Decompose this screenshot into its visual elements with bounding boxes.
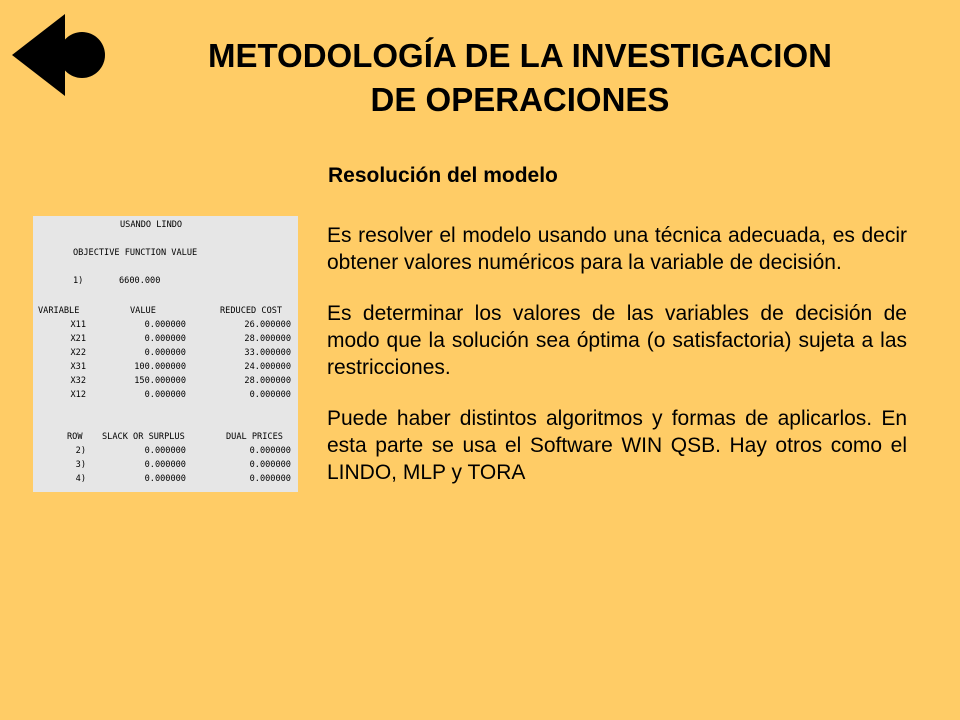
constraint-row: 4)	[75, 474, 86, 484]
content-paragraphs	[327, 222, 907, 510]
variable-name: X32	[70, 376, 86, 386]
constraint-slack: 0.000000	[144, 474, 186, 484]
page-title	[120, 34, 920, 122]
var-header-value: VALUE	[130, 306, 156, 316]
arrow-triangle	[12, 14, 65, 96]
variable-reduced-cost: 28.000000	[244, 376, 291, 386]
variable-name: X12	[70, 390, 86, 400]
constraint-dual-price: 0.000000	[249, 460, 291, 470]
section-subtitle: Resolución del modelo	[328, 164, 558, 187]
constraint-dual-price: 0.000000	[249, 446, 291, 456]
paragraph-1: Es resolver el modelo usando una técnica adecuada, es decir obtener valores numéricos para la variable de decisión.	[327, 224, 907, 274]
variable-value: 0.000000	[144, 348, 186, 358]
objective-value: 6600.000	[119, 276, 161, 286]
variable-value: 0.000000	[144, 334, 186, 344]
variable-name: X11	[70, 320, 86, 330]
constraint-slack: 0.000000	[144, 460, 186, 470]
title-line-2: DE OPERACIONES	[370, 81, 670, 118]
var-header-variable: VARIABLE	[38, 306, 80, 316]
var-header-reduced-cost: REDUCED COST	[220, 306, 283, 316]
variable-reduced-cost: 28.000000	[244, 334, 291, 344]
variable-reduced-cost: 0.000000	[249, 390, 291, 400]
variable-reduced-cost: 26.000000	[244, 320, 291, 330]
row-header-row: ROW	[67, 432, 83, 442]
constraint-slack: 0.000000	[144, 446, 186, 456]
variable-value: 0.000000	[144, 390, 186, 400]
variable-reduced-cost: 24.000000	[244, 362, 291, 372]
constraint-dual-price: 0.000000	[249, 474, 291, 484]
row-header-slack: SLACK OR SURPLUS	[102, 432, 185, 442]
row-header-dual: DUAL PRICES	[226, 432, 283, 442]
variable-value: 150.000000	[134, 376, 186, 386]
variable-reduced-cost: 33.000000	[244, 348, 291, 358]
constraint-row: 3)	[75, 460, 86, 470]
objective-label: OBJECTIVE FUNCTION VALUE	[73, 248, 198, 258]
logo-circle	[59, 32, 105, 78]
title-line-1: METODOLOGÍA DE LA INVESTIGACION	[208, 37, 832, 74]
objective-row: 1)	[73, 276, 84, 286]
lindo-output-panel	[33, 216, 298, 492]
variable-name: X21	[70, 334, 86, 344]
paragraph-2: Es determinar los valores de las variables de decisión de modo que la solución sea óptima (o satisfactoria) sujeta a las restricciones.	[327, 302, 907, 379]
lindo-heading: USANDO LINDO	[120, 220, 183, 230]
variable-value: 0.000000	[144, 320, 186, 330]
variable-name: X22	[70, 348, 86, 358]
constraint-row: 2)	[75, 446, 86, 456]
variable-name: X31	[70, 362, 86, 372]
variable-value: 100.000000	[134, 362, 186, 372]
paragraph-3: Puede haber distintos algoritmos y formas de aplicarlos. En esta parte se usa el Software WIN QSB. Hay otros como el LINDO, MLP y TORA	[327, 407, 907, 484]
back-arrow-circle-icon[interactable]	[10, 14, 105, 96]
